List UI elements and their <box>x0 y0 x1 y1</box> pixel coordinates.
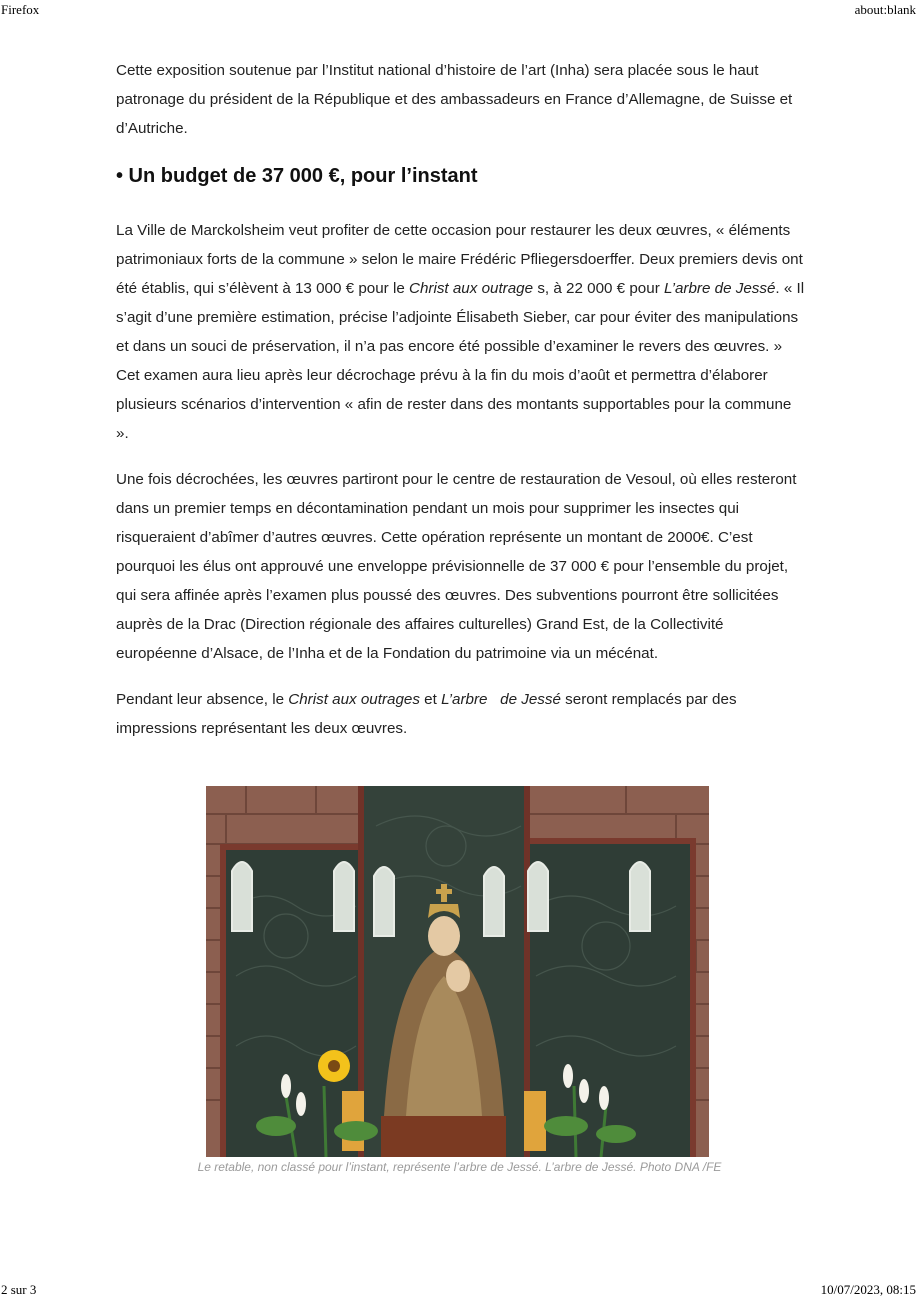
paragraph-restoration: Une fois décrochées, les œuvres partiront pour le centre de restauration de Vesoul, où elles resteront dans un premier temps en décontamination pendant un mois pour supprimer les insectes qui risqueraient d’abîmer d’autres œuvres. Cette opération représente un montant de 2000€. C’est pourquoi les élus ont approuvé une enveloppe prévisionnelle de 37 000 € pour l’ensemble du projet, qui sera affinée après l’examen plus poussé des œuvres. Des subventions pourront être sollicitées auprès de la Drac (Direction régionale des affaires culturelles) Grand Est, de la Collectivité européenne d’Alsace, de l’Inha et de la Fondation du patrimoine via un mécénat. <box>116 471 797 662</box>
paragraph-text: s, à 22 000 € pour <box>533 280 664 297</box>
title-christ-aux-outrages: Christ aux outrage <box>408 280 534 297</box>
browser-url: about:blank <box>854 2 916 17</box>
browser-app-name: Firefox <box>1 2 40 17</box>
title-christ-aux-outrages: Christ aux outrages <box>288 691 420 708</box>
article-body <box>116 56 806 760</box>
section-heading: • Un budget de 37 000 €, pour l’instant <box>116 165 478 187</box>
paragraph-text: Pendant leur absence, le <box>116 691 289 708</box>
title-arbre-de-jesse: L’arbre de Jessé <box>663 280 776 297</box>
paragraph-text: . « Il s’agit d’une première estimation, précise l’adjointe Élisabeth Sieber, car pour éviter des manipulations et dans un souci de préservation, il n’a pas encore été possible d’examiner le revers des œuvres. » Cet examen aura lieu après leur décrochage prévu à la fin du mois d’août et permettra d’élaborer plusieurs scénarios d’intervention « afin de rester dans des montants supportables pour la commune ». <box>116 280 805 442</box>
paragraph-text: La Ville de Marckolsheim veut profiter de cette occasion pour restaurer les deux œuvres, « éléments patrimoniaux forts de la commune » selon le maire Frédéric Pfliegersdoerffer. Deux premiers devis ont été établis, qui s’élèvent à 13 000 € pour le <box>116 222 803 297</box>
page-indicator: 2 sur 3 <box>1 1282 37 1297</box>
paragraph-budget <box>116 216 806 448</box>
print-datetime: 10/07/2023, 08:15 <box>820 1282 916 1297</box>
paragraph-exhibition: Cette exposition soutenue par l’Institut national d’histoire de l’art (Inha) sera placée sous le haut patronage du président de la République et des ambassadeurs en France d’Allemagne, de Suisse et d’Autriche. <box>116 62 793 137</box>
paragraph-absence <box>116 685 806 743</box>
title-arbre-de-jesse: L’arbre de Jessé <box>441 691 561 708</box>
altarpiece-photo <box>206 786 709 1157</box>
paragraph-text: seront remplacés par des impressions représentant les deux œuvres. <box>116 691 737 737</box>
paragraph-text: et <box>419 691 442 708</box>
photo-caption: Le retable, non classé pour l’instant, représente l’arbre de Jessé. L’arbre de Jessé. Photo DNA /FE <box>197 1160 722 1174</box>
